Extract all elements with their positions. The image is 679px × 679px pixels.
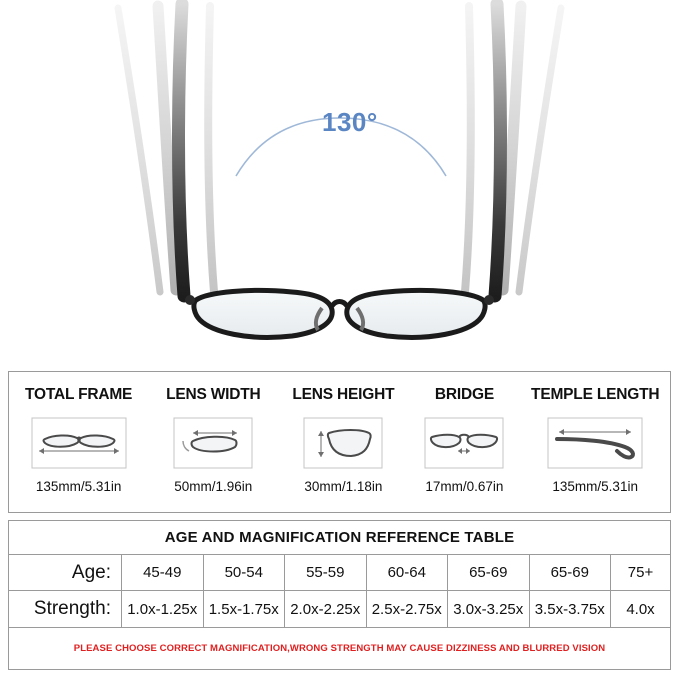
spec-lens-width <box>148 372 278 512</box>
strength-cell: 2.5x-2.75x <box>366 591 448 627</box>
age-magnification-table <box>8 520 671 670</box>
spec-lens-height <box>278 372 408 512</box>
age-row-label: Age: <box>9 555 121 591</box>
lens-height-icon <box>303 416 383 470</box>
spec-value: 135mm/5.31in <box>35 479 122 494</box>
strength-cell: 2.0x-2.25x <box>284 591 366 627</box>
frame-front-icon <box>31 416 127 470</box>
spec-title: LENS WIDTH <box>166 386 261 403</box>
magnification-warning-note: PLEASE CHOOSE CORRECT MAGNIFICATION,WRONG STRENGTH MAY CAUSE DIZZINESS AND BLURRED VISION <box>9 627 670 669</box>
bridge-icon <box>424 416 504 470</box>
spec-value: 30mm/1.18in <box>304 479 383 494</box>
age-cell: 65-69 <box>529 555 611 591</box>
spec-title: LENS HEIGHT <box>292 386 395 403</box>
age-table-grid <box>9 555 670 627</box>
age-cell: 60-64 <box>366 555 448 591</box>
strength-cell: 3.5x-3.75x <box>529 591 611 627</box>
lens-width-icon <box>173 416 253 470</box>
strength-cell: 4.0x <box>610 591 670 627</box>
spec-value: 17mm/0.67in <box>425 479 504 494</box>
hinge-angle-label: 130° <box>322 107 378 137</box>
spec-title: BRIDGE <box>434 386 494 403</box>
temple-icon <box>547 416 643 470</box>
spec-title: TOTAL FRAME <box>25 386 133 403</box>
spec-total-frame <box>9 372 148 512</box>
strength-cell: 3.0x-3.25x <box>447 591 529 627</box>
spec-title: TEMPLE LENGTH <box>531 386 660 403</box>
spec-temple-length <box>520 372 670 512</box>
age-cell: 75+ <box>610 555 670 591</box>
measurements-table <box>8 371 671 513</box>
spec-value: 50mm/1.96in <box>174 479 253 494</box>
age-cell: 55-59 <box>284 555 366 591</box>
age-cell: 45-49 <box>121 555 203 591</box>
spec-bridge <box>408 372 520 512</box>
spec-value: 135mm/5.31in <box>552 479 638 494</box>
strength-row-label: Strength: <box>33 598 111 619</box>
age-table-title: AGE AND MAGNIFICATION REFERENCE TABLE <box>9 521 670 555</box>
age-cell: 65-69 <box>447 555 529 591</box>
strength-cell: 1.5x-1.75x <box>203 591 285 627</box>
age-cell: 50-54 <box>203 555 285 591</box>
strength-cell: 1.0x-1.25x <box>121 591 203 627</box>
